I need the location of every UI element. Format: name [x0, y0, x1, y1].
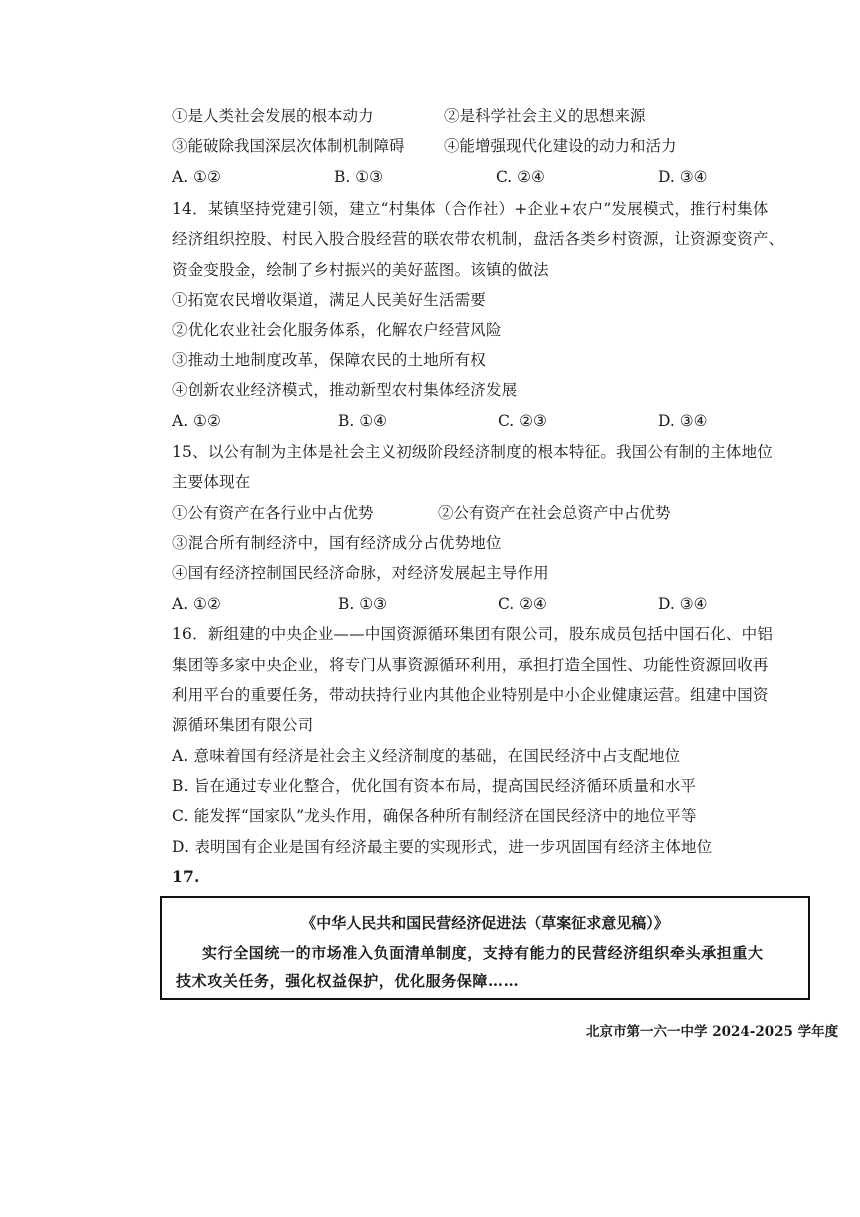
- q14-statement-1: ①拓宽农民增收渠道，满足人民美好生活需要: [172, 291, 487, 309]
- q14-statement-4: ④创新农业经济模式，推动新型农村集体经济发展: [172, 381, 518, 399]
- q15-stem-line-1: 15、以公有制为主体是社会主义初级阶段经济制度的根本特征。我国公有制的主体地位: [172, 443, 774, 461]
- q15-stem-line-2: 主要体现在: [172, 473, 251, 491]
- q14-choice-b: B. ①④: [338, 412, 388, 430]
- q15-statement-2: ②公有资产在社会总资产中占优势: [438, 504, 671, 522]
- q16-stem-line-3: 利用平台的重要任务，带动扶持行业内其他企业特别是中小企业健康运营。组建中国资: [172, 686, 769, 704]
- page-footer: 北京市第一六一中学 2024-2025 学年度: [586, 1024, 839, 1040]
- q13-statement-2: ②是科学社会主义的思想来源: [444, 107, 646, 125]
- q14-choice-a: A. ①②: [172, 412, 221, 430]
- q13-statement-3: ③能破除我国深层次体制机制障碍: [172, 137, 405, 155]
- q14-statement-2: ②优化农业社会化服务体系，化解农户经营风险: [172, 321, 502, 339]
- q16-option-b: B. 旨在通过专业化整合，优化国有资本布局，提高国民经济循环质量和水平: [172, 777, 697, 795]
- q13-choice-b: B. ①③: [334, 168, 384, 186]
- q16-stem-line-4: 源循环集团有限公司: [172, 716, 314, 734]
- q14-stem-line-3: 资金变股金，绘制了乡村振兴的美好蓝图。该镇的做法: [172, 261, 549, 279]
- q13-choice-d: D. ③④: [658, 168, 708, 186]
- q13-statement-1: ①是人类社会发展的根本动力: [172, 107, 374, 125]
- q13-choice-a: A. ①②: [172, 168, 221, 186]
- q14-choice-d: D. ③④: [658, 412, 708, 430]
- q16-option-c: C. 能发挥“国家队”龙头作用，确保各种所有制经济在国民经济中的地位平等: [172, 807, 697, 825]
- q16-option-a: A. 意味着国有经济是社会主义经济制度的基础，在国民经济中占支配地位: [172, 747, 681, 765]
- q13-choice-c: C. ②④: [496, 168, 545, 186]
- q13-statement-4: ④能增强现代化建设的动力和活力: [444, 137, 677, 155]
- q14-choice-c: C. ②③: [498, 412, 547, 430]
- q16-option-d: D. 表明国有企业是国有经济最主要的实现形式，进一步巩固国有经济主体地位: [172, 838, 713, 856]
- q14-stem-line-1: 14．某镇坚持党建引领，建立“村集体（合作社）+企业+农户”发展模式，推行村集体: [172, 200, 769, 218]
- q17-box-line-1: 实行全国统一的市场准入负面清单制度，支持有能力的民营经济组织牵头承担重大: [202, 944, 764, 962]
- q15-statement-3: ③混合所有制经济中，国有经济成分占优势地位: [172, 534, 502, 552]
- q17-box-title: 《中华人民共和国民营经济促进法（草案征求意见稿）》: [301, 914, 669, 932]
- q15-choice-b: B. ①③: [338, 595, 388, 613]
- q15-statement-4: ④国有经济控制国民经济命脉，对经济发展起主导作用: [172, 564, 549, 582]
- q17-material-box: [160, 896, 810, 1000]
- q15-choice-d: D. ③④: [658, 595, 708, 613]
- q15-choice-c: C. ②④: [498, 595, 547, 613]
- q16-stem-line-1: 16．新组建的中央企业——中国资源循环集团有限公司，股东成员包括中国石化、中铝: [172, 625, 774, 643]
- q14-stem-line-2: 经济组织控股、村民入股合股经营的联农带农机制，盘活各类乡村资源，让资源变资产、: [172, 230, 785, 248]
- q14-statement-3: ③推动土地制度改革，保障农民的土地所有权: [172, 351, 487, 369]
- q17-number: 17.: [172, 867, 200, 886]
- q15-choice-a: A. ①②: [172, 595, 221, 613]
- q16-stem-line-2: 集团等多家中央企业，将专门从事资源循环利用，承担打造全国性、功能性资源回收再: [172, 656, 769, 674]
- q17-box-line-2: 技术攻关任务，强化权益保护，优化服务保障……: [176, 972, 520, 990]
- q15-statement-1: ①公有资产在各行业中占优势: [172, 504, 374, 522]
